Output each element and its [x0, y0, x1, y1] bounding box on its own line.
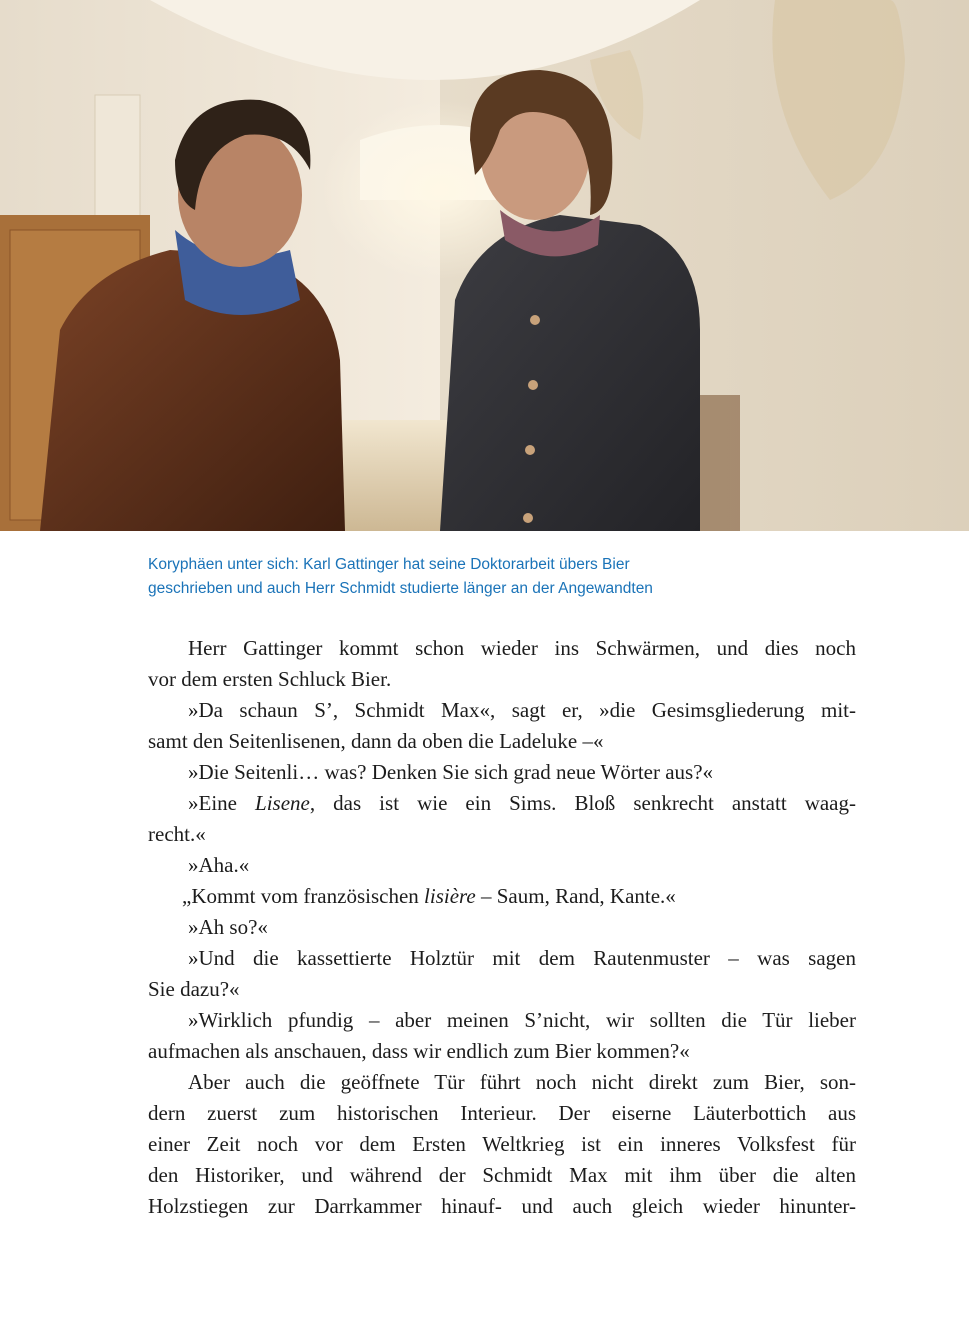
text-line: »Aha.«	[188, 853, 250, 877]
text-line: dern zuerst zum historischen Interieur. Der eiserne Läuterbottich aus	[148, 1101, 856, 1125]
emphasis: Lisene	[255, 791, 310, 815]
photo-caption	[148, 553, 868, 601]
text-line: Aber auch die geöffnete Tür führt noch nicht direkt zum Bier, son-	[188, 1070, 856, 1094]
text-line: recht.«	[148, 822, 206, 846]
text-line: samt den Seitenlisenen, dann da oben die Ladeluke –«	[148, 729, 604, 753]
text-line: den Historiker, und während der Schmidt Max mit ihm über die alten	[148, 1163, 856, 1187]
text-line	[148, 881, 856, 912]
text-line: Herr Gattinger kommt schon wieder ins Schwärmen, und dies noch	[188, 636, 856, 660]
text-segment: – Saum, Rand, Kante.«	[475, 884, 676, 908]
caption-line: geschrieben und auch Herr Schmidt studierte länger an der Angewandten	[148, 580, 653, 597]
text-line: »Und die kassettierte Holztür mit dem Rautenmuster – was sagen	[188, 946, 856, 970]
text-line: vor dem ersten Schluck Bier.	[148, 667, 392, 691]
emphasis: lisière	[424, 884, 476, 908]
text-line: Sie dazu?«	[148, 977, 240, 1001]
text-segment: , das ist wie ein Sims. Bloß senkrecht anstatt waag-	[309, 791, 856, 815]
text-segment: „Kommt vom französischen	[182, 884, 425, 908]
text-line: aufmachen als anschauen, dass wir endlich zum Bier kommen?«	[148, 1039, 690, 1063]
text-line: »Die Seitenli… was? Denken Sie sich grad neue Wörter aus?«	[188, 760, 714, 784]
caption-line: Koryphäen unter sich: Karl Gattinger hat seine Doktorarbeit übers Bier	[148, 556, 630, 573]
hallway-photo	[0, 0, 969, 531]
photo-illustration	[0, 0, 969, 531]
text-line: »Da schaun S’, Schmidt Max«, sagt er, »die Gesimsgliederung mit-	[188, 698, 856, 722]
article-body	[148, 633, 856, 1222]
text-segment: »Eine	[188, 791, 256, 815]
text-line: »Ah so?«	[188, 915, 268, 939]
text-line: einer Zeit noch vor dem Ersten Weltkrieg ist ein inneres Volksfest für	[148, 1132, 856, 1156]
text-line	[148, 788, 856, 819]
text-line: Holzstiegen zur Darrkammer hinauf- und auch gleich wieder hinunter-	[148, 1194, 856, 1218]
text-line: »Wirklich pfundig – aber meinen S’nicht, wir sollten die Tür lieber	[188, 1008, 856, 1032]
